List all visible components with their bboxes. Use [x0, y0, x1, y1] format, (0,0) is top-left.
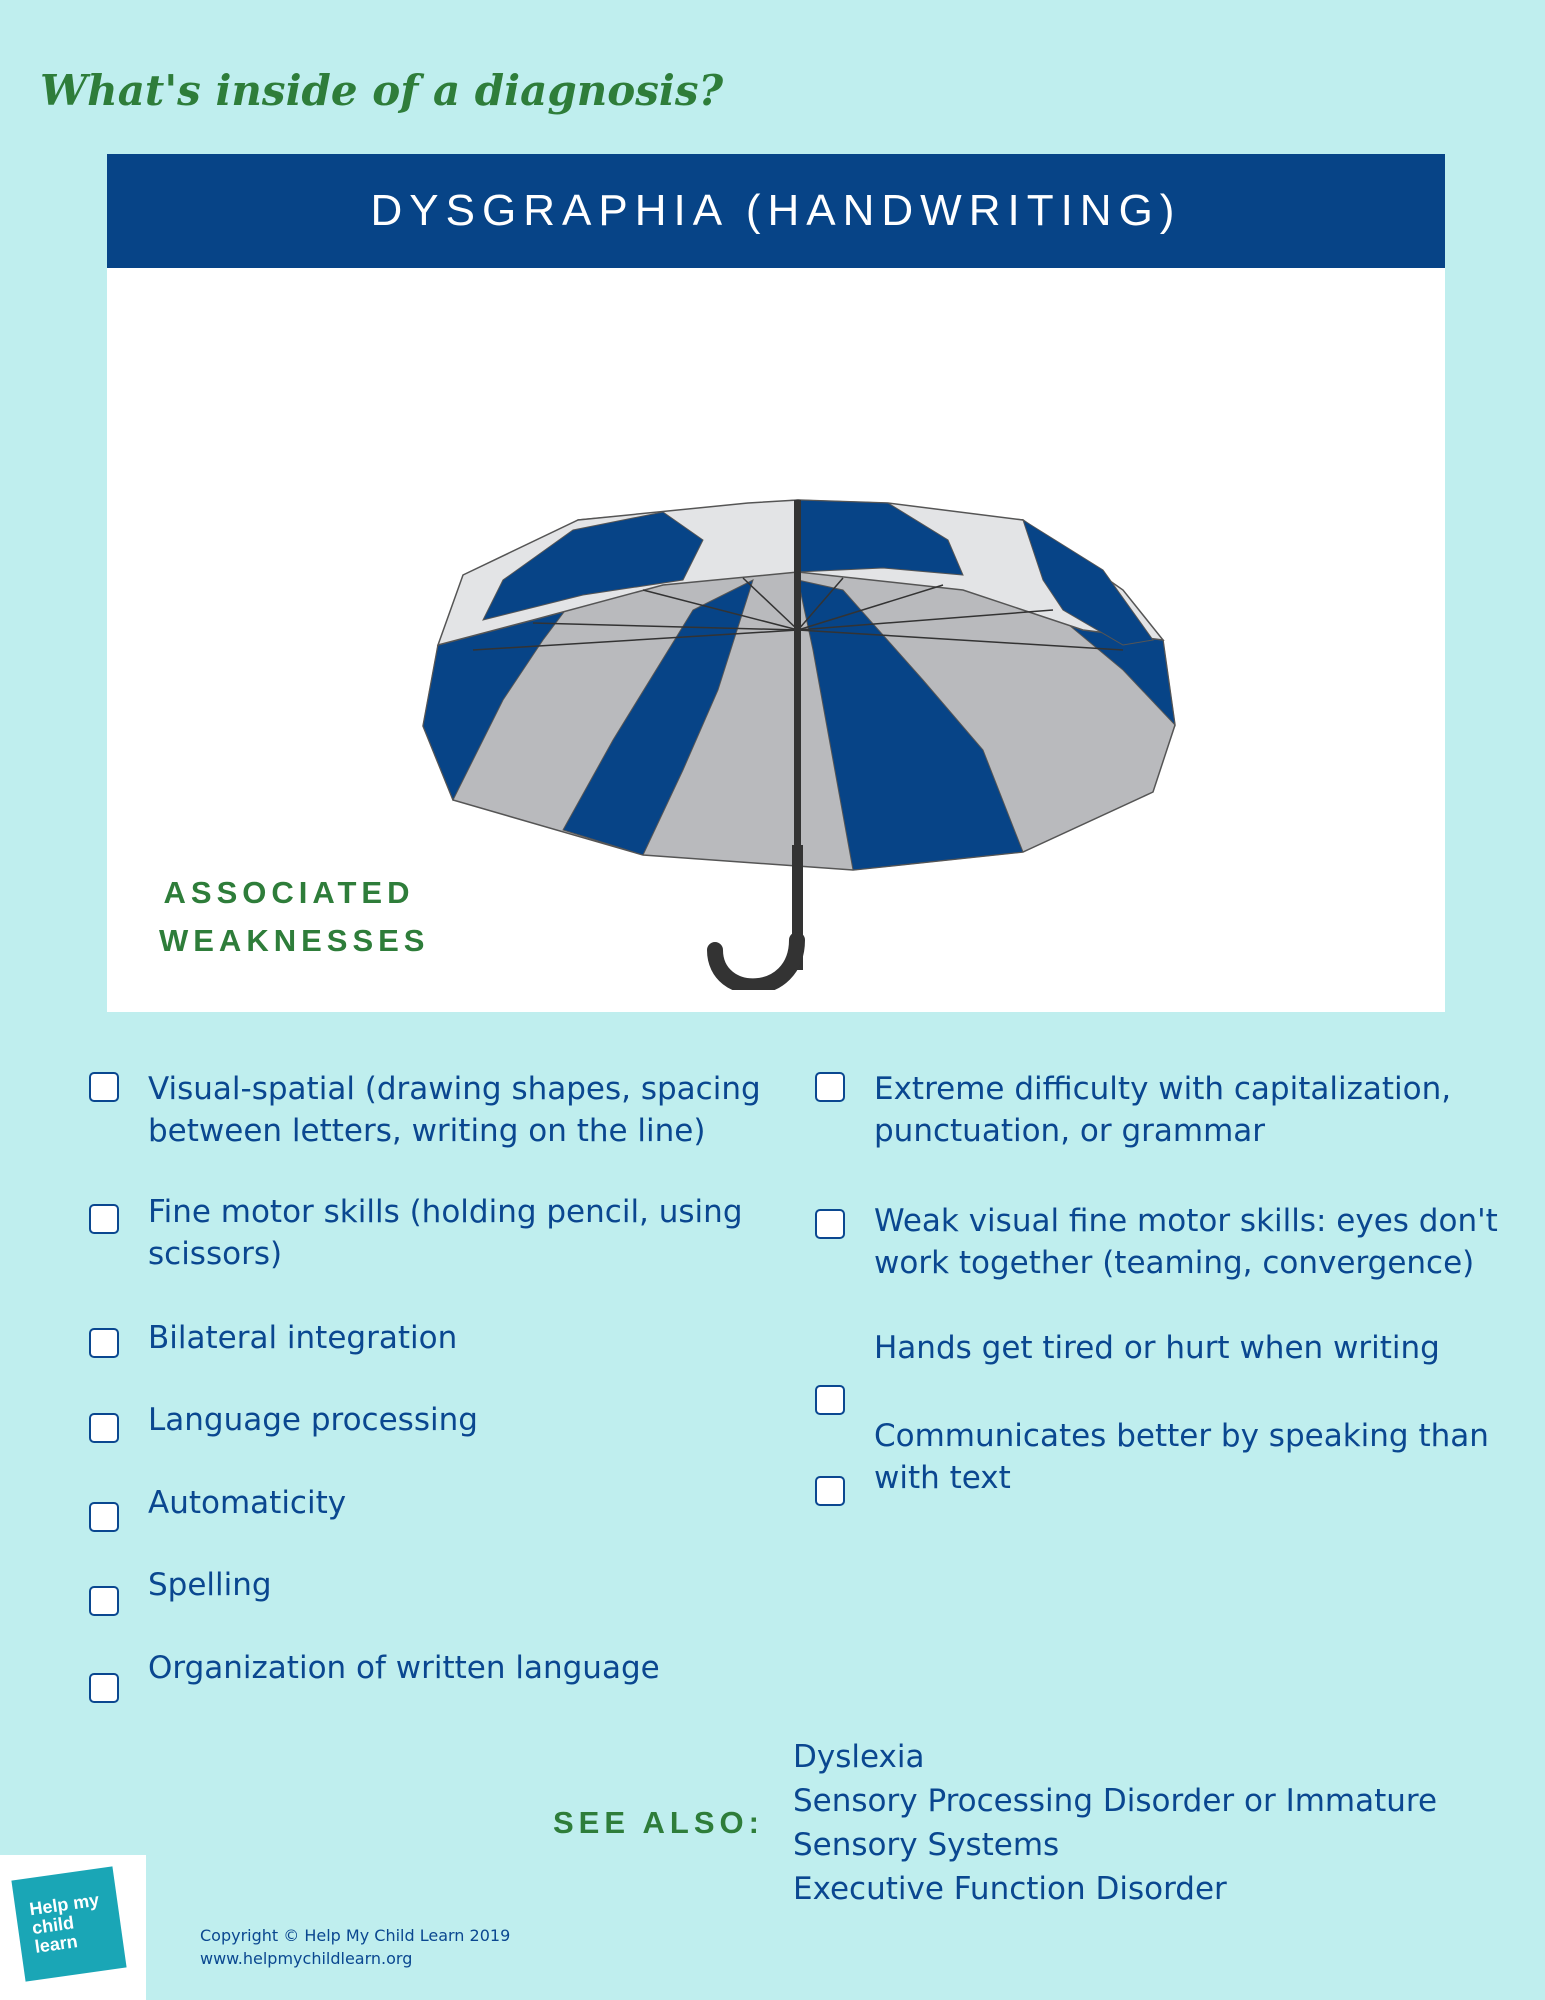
logo-text-line3: learn	[33, 1931, 79, 1957]
see-also-list	[793, 1735, 1493, 1911]
help-my-child-learn-logo	[11, 1866, 126, 1981]
see-also-item: Sensory Processing Disorder or Immature	[793, 1783, 1438, 1819]
list-item-label: Automaticity	[148, 1485, 347, 1521]
associated-weaknesses-label	[159, 869, 430, 965]
list-item	[148, 1647, 768, 1689]
list-item	[148, 1068, 768, 1152]
copyright-text: Copyright © Help My Child Learn 2019	[200, 1926, 511, 1945]
list-item-label: Extreme difficulty with capitalization, punctuation, or grammar	[874, 1071, 1452, 1149]
see-also-item: Dyslexia	[793, 1739, 925, 1775]
copyright-block	[200, 1924, 510, 1970]
checkbox[interactable]	[89, 1413, 119, 1443]
checkbox[interactable]	[89, 1328, 119, 1358]
associated-label-line1: ASSOCIATED	[163, 875, 415, 910]
list-item-label: Hands get tired or hurt when writing	[874, 1330, 1440, 1366]
see-also-item: Sensory Systems	[793, 1827, 1060, 1863]
see-also-item: Executive Function Disorder	[793, 1871, 1227, 1907]
page-title: What's inside of a diagnosis?	[40, 66, 724, 115]
list-item-label: Bilateral integration	[148, 1320, 458, 1356]
list-item-label: Language processing	[148, 1402, 478, 1438]
list-item	[148, 1191, 768, 1275]
list-item	[874, 1415, 1504, 1499]
checkbox[interactable]	[89, 1072, 119, 1102]
checkbox[interactable]	[89, 1586, 119, 1616]
list-item	[874, 1068, 1504, 1152]
logo-container	[0, 1855, 146, 2000]
list-item-label: Communicates better by speaking than with text	[874, 1418, 1489, 1496]
list-item	[148, 1399, 768, 1441]
list-item-label: Fine motor skills (holding pencil, using scissors)	[148, 1194, 743, 1272]
list-item-label: Organization of written language	[148, 1650, 660, 1686]
list-item-label: Visual-spatial (drawing shapes, spacing between letters, writing on the line)	[148, 1071, 761, 1149]
logo-text-line2: child	[30, 1912, 76, 1939]
checkbox[interactable]	[89, 1502, 119, 1532]
website-link[interactable]: www.helpmychildlearn.org	[200, 1949, 413, 1968]
logo-text-line1: Help my	[28, 1889, 101, 1920]
umbrella-icon	[363, 340, 1203, 990]
see-also-label: SEE ALSO:	[553, 1805, 764, 1840]
checkbox[interactable]	[815, 1072, 845, 1102]
checkbox[interactable]	[89, 1673, 119, 1703]
checkbox[interactable]	[815, 1476, 845, 1506]
list-item	[874, 1200, 1504, 1284]
associated-label-line2: WEAKNESSES	[159, 923, 430, 958]
list-item	[148, 1482, 768, 1524]
diagnosis-banner: DYSGRAPHIA (HANDWRITING)	[107, 154, 1445, 268]
list-item	[148, 1317, 768, 1359]
list-item	[148, 1564, 768, 1606]
checkbox[interactable]	[815, 1209, 845, 1239]
checkbox[interactable]	[815, 1385, 845, 1415]
list-item-label: Weak visual fine motor skills: eyes don't work together (teaming, convergence)	[874, 1203, 1498, 1281]
diagnosis-card	[107, 154, 1445, 1012]
checkbox[interactable]	[89, 1204, 119, 1234]
list-item	[874, 1327, 1504, 1369]
list-item-label: Spelling	[148, 1567, 272, 1603]
